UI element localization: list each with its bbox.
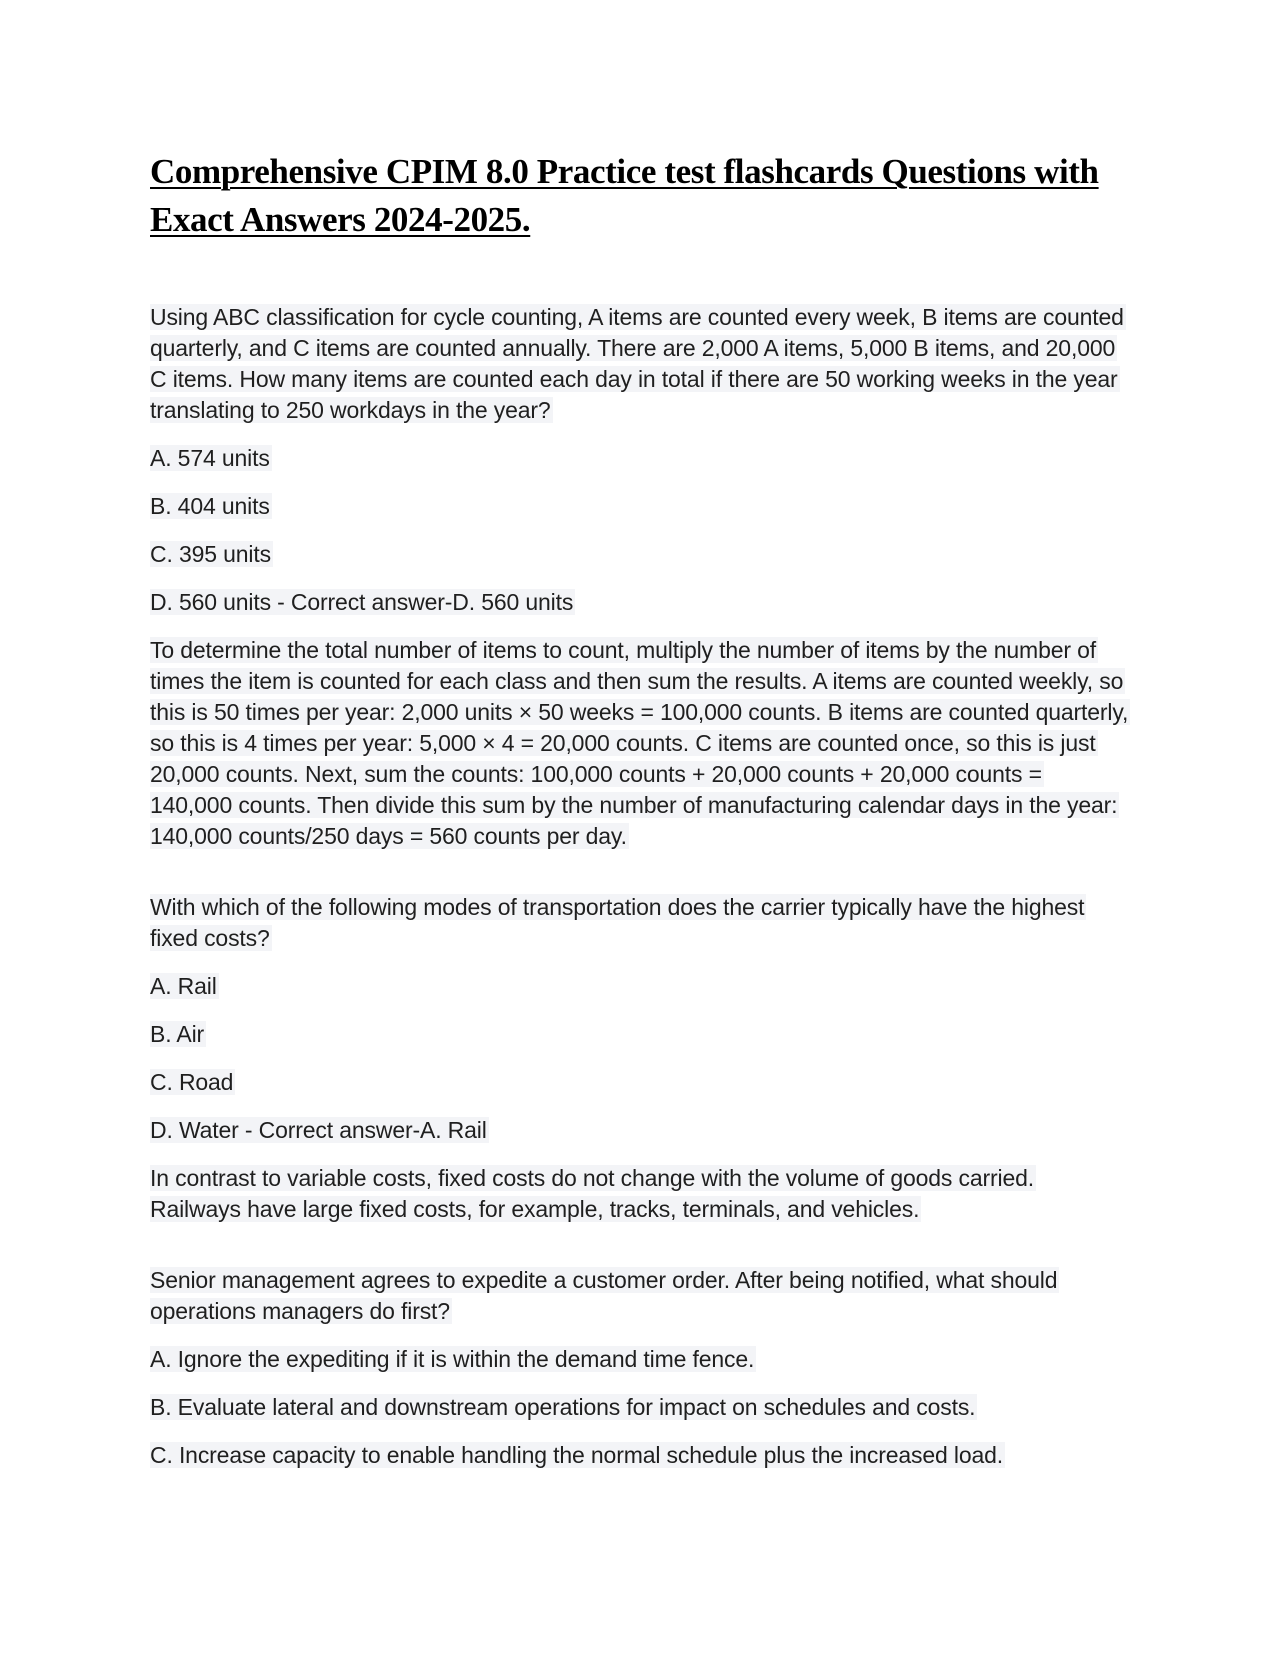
- question-text-content: With which of the following modes of transportation does the carrier typically have the highest fixed costs?: [150, 894, 1085, 951]
- answer-option: [150, 539, 1130, 570]
- question-block: [150, 892, 1130, 1225]
- answer-option-text: C. Road: [150, 1069, 234, 1095]
- answer-explanation-text: To determine the total number of items to count, multiply the number of items by the number of times the item is counted for each class and then sum the results. A items are counted weekly, so this is 50 times per year: 2,000 units × 50 weeks = 100,000 counts. B items are counted quarterly, so this is 4 times per year: 5,000 × 4 = 20,000 counts. C items are counted once, so this is just 20,000 counts. Next, sum the counts: 100,000 counts + 20,000 counts + 20,000 counts = 140,000 counts. Then divide this sum by the number of manufacturing calendar days in the year: 140,000 counts/250 days = 560 counts per day.: [150, 637, 1129, 849]
- answer-explanation: [150, 1163, 1130, 1225]
- question-text: [150, 302, 1130, 426]
- answer-option-text: A. 574 units: [150, 445, 270, 471]
- answer-option-text: C. Increase capacity to enable handling the normal schedule plus the increased load.: [150, 1442, 1004, 1468]
- answer-option: [150, 1392, 1130, 1423]
- answer-option: [150, 971, 1130, 1002]
- document-page: [150, 148, 1130, 1471]
- answer-option: [150, 1440, 1130, 1471]
- question-text-content: Senior management agrees to expedite a customer order. After being notified, what should operations managers do first?: [150, 1267, 1058, 1324]
- question-text: [150, 1265, 1130, 1327]
- answer-option: [150, 1067, 1130, 1098]
- answer-option-with-correct-answer: [150, 587, 1130, 618]
- answer-option-text: A. Ignore the expediting if it is within the demand time fence.: [150, 1346, 755, 1372]
- answer-option-text: B. Evaluate lateral and downstream operations for impact on schedules and costs.: [150, 1394, 976, 1420]
- question-text: [150, 892, 1130, 954]
- answer-explanation-text: In contrast to variable costs, fixed costs do not change with the volume of goods carried. Railways have large fixed costs, for example, tracks, terminals, and vehicles.: [150, 1165, 1034, 1222]
- answer-option: [150, 1019, 1130, 1050]
- answer-option-text: A. Rail: [150, 973, 217, 999]
- answer-option: [150, 1344, 1130, 1375]
- question-text-content: Using ABC classification for cycle counting, A items are counted every week, B items are counted quarterly, and C items are counted annually. There are 2,000 A items, 5,000 B items, and 20,000 C items. How many items are counted each day in total if there are 50 working weeks in the year translating to 250 workdays in the year?: [150, 304, 1124, 423]
- answer-option-with-correct-answer: [150, 1115, 1130, 1146]
- document-title: Comprehensive CPIM 8.0 Practice test flashcards Questions with Exact Answers 2024-2025.: [150, 152, 1099, 239]
- questions-list: [150, 302, 1130, 1471]
- answer-option-text: D. Water - Correct answer-A. Rail: [150, 1117, 487, 1143]
- answer-option-text: D. 560 units - Correct answer-D. 560 units: [150, 589, 574, 615]
- question-block: [150, 302, 1130, 852]
- answer-explanation: [150, 635, 1130, 852]
- answer-option-text: B. Air: [150, 1021, 205, 1047]
- question-block: [150, 1265, 1130, 1471]
- answer-option: [150, 491, 1130, 522]
- answer-option-text: C. 395 units: [150, 541, 271, 567]
- answer-option-text: B. 404 units: [150, 493, 270, 519]
- answer-option: [150, 443, 1130, 474]
